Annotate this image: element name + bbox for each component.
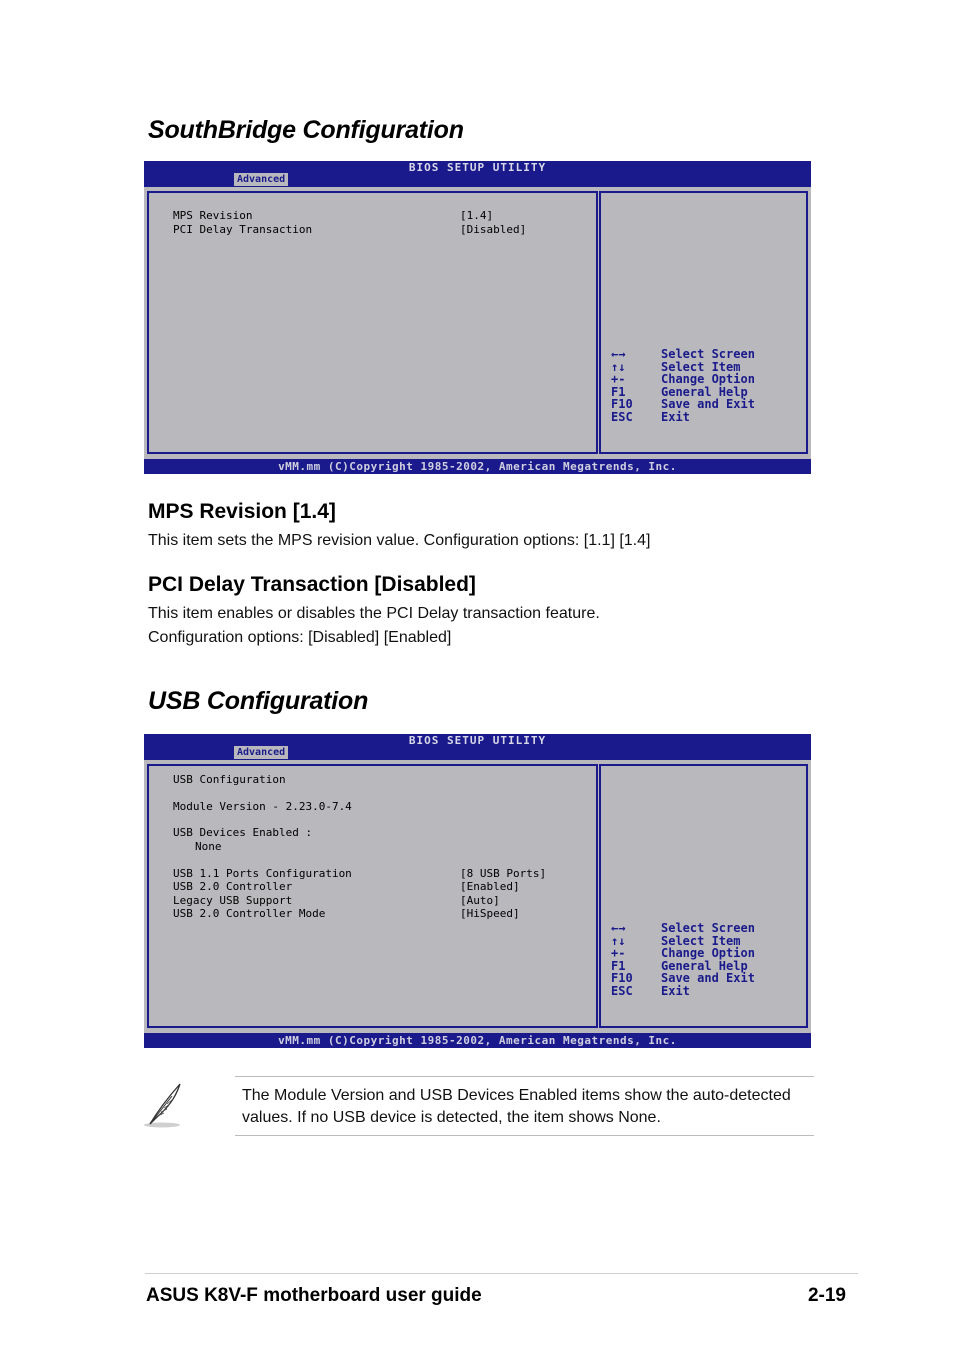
bios-footer-bar: vMM.mm (C)Copyright 1985-2002, American Megatrends, Inc. (144, 1033, 811, 1048)
key-hint-action: Select Screen (661, 347, 755, 361)
bios-heading: USB Configuration (173, 773, 286, 786)
footer-rule (145, 1273, 858, 1274)
note-text-line-2: values. If no USB device is detected, the item shows None. (242, 1109, 661, 1126)
bios-item-label[interactable]: Legacy USB Support (173, 894, 293, 907)
bios-item-label[interactable]: USB 1.1 Ports Configuration (173, 867, 352, 880)
bios-item-value[interactable]: [Auto] (460, 894, 500, 907)
bios-item-value[interactable]: [1.4] (460, 209, 494, 222)
key-hint-key: F10 (611, 397, 633, 411)
note-bottom-rule (235, 1135, 814, 1136)
key-hint-key: ESC (611, 409, 633, 424)
footer-guide-title: ASUS K8V-F motherboard user guide (146, 1285, 482, 1306)
key-hint-key: ←→ (611, 921, 626, 935)
key-hint-action: Save and Exit (661, 397, 755, 411)
key-hint-action: Select Item (661, 933, 741, 948)
bios-item-value[interactable]: [Disabled] (460, 223, 527, 236)
key-hint-action: General Help (661, 384, 748, 399)
bios-item-value[interactable]: [8 USB Ports] (460, 867, 547, 880)
bios-tab-advanced[interactable]: Advanced (234, 173, 288, 186)
section-title-usb: USB Configuration (148, 687, 369, 715)
bios-header-bar (144, 734, 811, 760)
bios-header-bar (144, 161, 811, 187)
bios-module-version: Module Version - 2.23.0-7.4 (173, 800, 352, 813)
key-hint-key: ESC (611, 983, 633, 998)
note-feather-icon (142, 1080, 186, 1130)
key-hint-key: ↑↓ (611, 359, 626, 374)
key-hint-key: F1 (611, 384, 626, 399)
bios-item-label[interactable]: MPS Revision (173, 209, 253, 222)
bios-item-label[interactable]: USB 2.0 Controller Mode (173, 907, 326, 920)
bios-header-title: BIOS SETUP UTILITY (408, 734, 547, 747)
key-hint-key: F1 (611, 958, 626, 973)
key-hint-key: F10 (611, 971, 633, 985)
key-hint-action: Select Item (661, 359, 741, 374)
key-hint-key: +- (611, 946, 626, 960)
bios-tab-advanced[interactable]: Advanced (234, 746, 288, 759)
bios-screen-usb (144, 734, 811, 1048)
key-hint-key: ↑↓ (611, 933, 626, 948)
key-hint-action: Exit (661, 409, 690, 424)
footer-page-number: 2-19 (807, 1285, 846, 1306)
key-hint-action: Change Option (661, 946, 755, 960)
note-top-rule (235, 1076, 814, 1077)
key-hint-key: +- (611, 372, 626, 386)
item-title-mps-revision: MPS Revision [1.4] (148, 500, 336, 523)
item-title-pci-delay: PCI Delay Transaction [Disabled] (148, 573, 476, 596)
key-hint-action: Save and Exit (661, 971, 755, 985)
section-title-southbridge: SouthBridge Configuration (148, 116, 464, 144)
item-description-pci-1: This item enables or disables the PCI Delay transaction feature. (148, 605, 600, 622)
bios-item-value[interactable]: [HiSpeed] (460, 907, 520, 920)
bios-devices-label: USB Devices Enabled : (173, 826, 313, 839)
bios-screen-southbridge (144, 161, 811, 474)
note-text-line-1: The Module Version and USB Devices Enabled items show the auto-detected (242, 1087, 791, 1104)
bios-devices-value: None (195, 840, 222, 853)
key-hint-action: General Help (661, 958, 748, 973)
bios-item-label[interactable]: PCI Delay Transaction (173, 223, 313, 236)
bios-footer-bar: vMM.mm (C)Copyright 1985-2002, American Megatrends, Inc. (144, 459, 811, 474)
bios-item-label[interactable]: USB 2.0 Controller (173, 880, 293, 893)
key-hint-key: ←→ (611, 347, 626, 361)
key-hint-action: Change Option (661, 372, 755, 386)
item-description-pci-2: Configuration options: [Disabled] [Enabled] (148, 629, 452, 646)
key-hint-action: Select Screen (661, 921, 755, 935)
bios-header-title: BIOS SETUP UTILITY (408, 161, 547, 174)
key-hint-action: Exit (661, 983, 690, 998)
bios-item-value[interactable]: [Enabled] (460, 880, 520, 893)
item-description-mps: This item sets the MPS revision value. Configuration options: [1.1] [1.4] (148, 532, 651, 549)
